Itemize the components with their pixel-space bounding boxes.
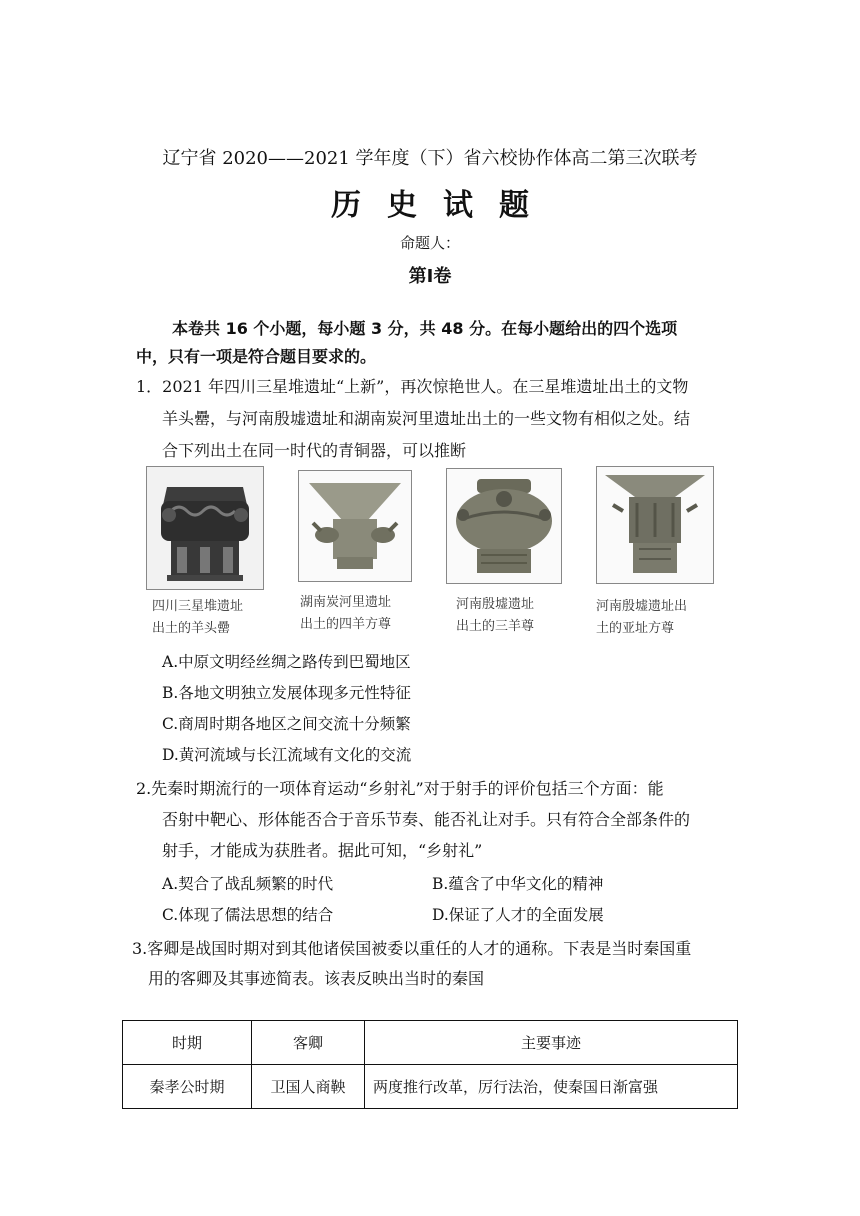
q3-table [122, 1020, 738, 1109]
q1-stem-line-2: 羊头罍，与河南殷墟遗址和湖南炭河里遗址出土的一些文物有相似之处。结 [162, 409, 691, 428]
q2-option-c: C.体现了儒法思想的结合 [162, 906, 334, 924]
q2-option-b: B.蕴含了中华文化的精神 [432, 875, 604, 893]
table-cell: 秦孝公时期 [123, 1065, 252, 1109]
bronze-caption-3 [456, 594, 534, 638]
table-cell: 两度推行改革，厉行法治，使秦国日渐富强 [365, 1065, 738, 1109]
q1-option-a: A.中原文明经丝绸之路传到巴蜀地区 [162, 653, 411, 671]
author-label: 命题人： [399, 234, 460, 252]
q2-option-d: D.保证了人才的全面发展 [432, 906, 604, 924]
instructions-line-2: 中，只有一项是符合题目要求的。 [136, 347, 377, 366]
caption-line: 土的亚址方尊 [596, 621, 675, 636]
q1-option-c: C.商周时期各地区之间交流十分频繁 [162, 715, 411, 733]
bronze-caption-4 [596, 596, 687, 640]
q1-option-d: D.黄河流域与长江流域有文化的交流 [162, 746, 412, 764]
bronze-image-sheep-lei [146, 466, 264, 590]
table-row [123, 1065, 738, 1109]
bronze-image-three-sheep-zun [446, 468, 562, 584]
q3-stem-line-1: 3.客卿是战国时期对到其他诸侯国被委以重任的人才的通称。下表是当时秦国重 [132, 939, 692, 958]
bronze-image-ya-zhi-fangzun [596, 466, 714, 584]
q3-stem-line-2: 用的客卿及其事迹简表。该表反映出当时的秦国 [148, 969, 485, 988]
table-header-row [123, 1021, 738, 1065]
instructions-line-1: 本卷共 16 个小题，每小题 3 分，共 48 分。在每小题给出的四个选项 [172, 319, 678, 338]
table-header-cell: 客卿 [252, 1021, 365, 1065]
q2-option-a: A.契合了战乱频繁的时代 [162, 875, 334, 893]
bronze-image-four-sheep-zun [298, 470, 412, 582]
bronze-caption-1 [152, 596, 243, 640]
caption-line: 出土的四羊方尊 [300, 617, 392, 632]
table-header-cell: 时期 [123, 1021, 252, 1065]
exam-subtitle: 辽宁省 2020——2021 学年度（下）省六校协作体高二第三次联考 [162, 148, 698, 169]
q2-stem-line-3: 射手，才能成为获胜者。据此可知，“乡射礼” [162, 841, 483, 860]
caption-line: 河南殷墟遗址 [456, 597, 535, 612]
q1-stem-line-1: 1．2021 年四川三星堆遗址“上新”，再次惊艳世人。在三星堆遗址出土的文物 [136, 377, 689, 396]
table-header-cell: 主要事迹 [365, 1021, 738, 1065]
q1-stem-line-3: 合下列出土在同一时代的青铜器，可以推断 [162, 441, 467, 460]
q2-stem-line-2: 否射中靶心、形体能否合于音乐节奏、能否礼让对手。只有符合全部条件的 [162, 810, 691, 829]
caption-line: 湖南炭河里遗址 [300, 595, 392, 610]
q2-stem-line-1: 2.先秦时期流行的一项体育运动“乡射礼”对于射手的评价包括三个方面：能 [136, 779, 664, 798]
q1-option-b: B.各地文明独立发展体现多元性特征 [162, 684, 411, 702]
caption-line: 出土的羊头罍 [152, 621, 231, 636]
bronze-caption-2 [300, 592, 391, 636]
caption-line: 四川三星堆遗址 [152, 599, 244, 614]
page-title: 历史试题 [331, 188, 555, 223]
caption-line: 河南殷墟遗址出 [596, 599, 688, 614]
caption-line: 出土的三羊尊 [456, 619, 535, 634]
table-cell: 卫国人商鞅 [252, 1065, 365, 1109]
section-heading: 第Ⅰ卷 [408, 266, 452, 287]
